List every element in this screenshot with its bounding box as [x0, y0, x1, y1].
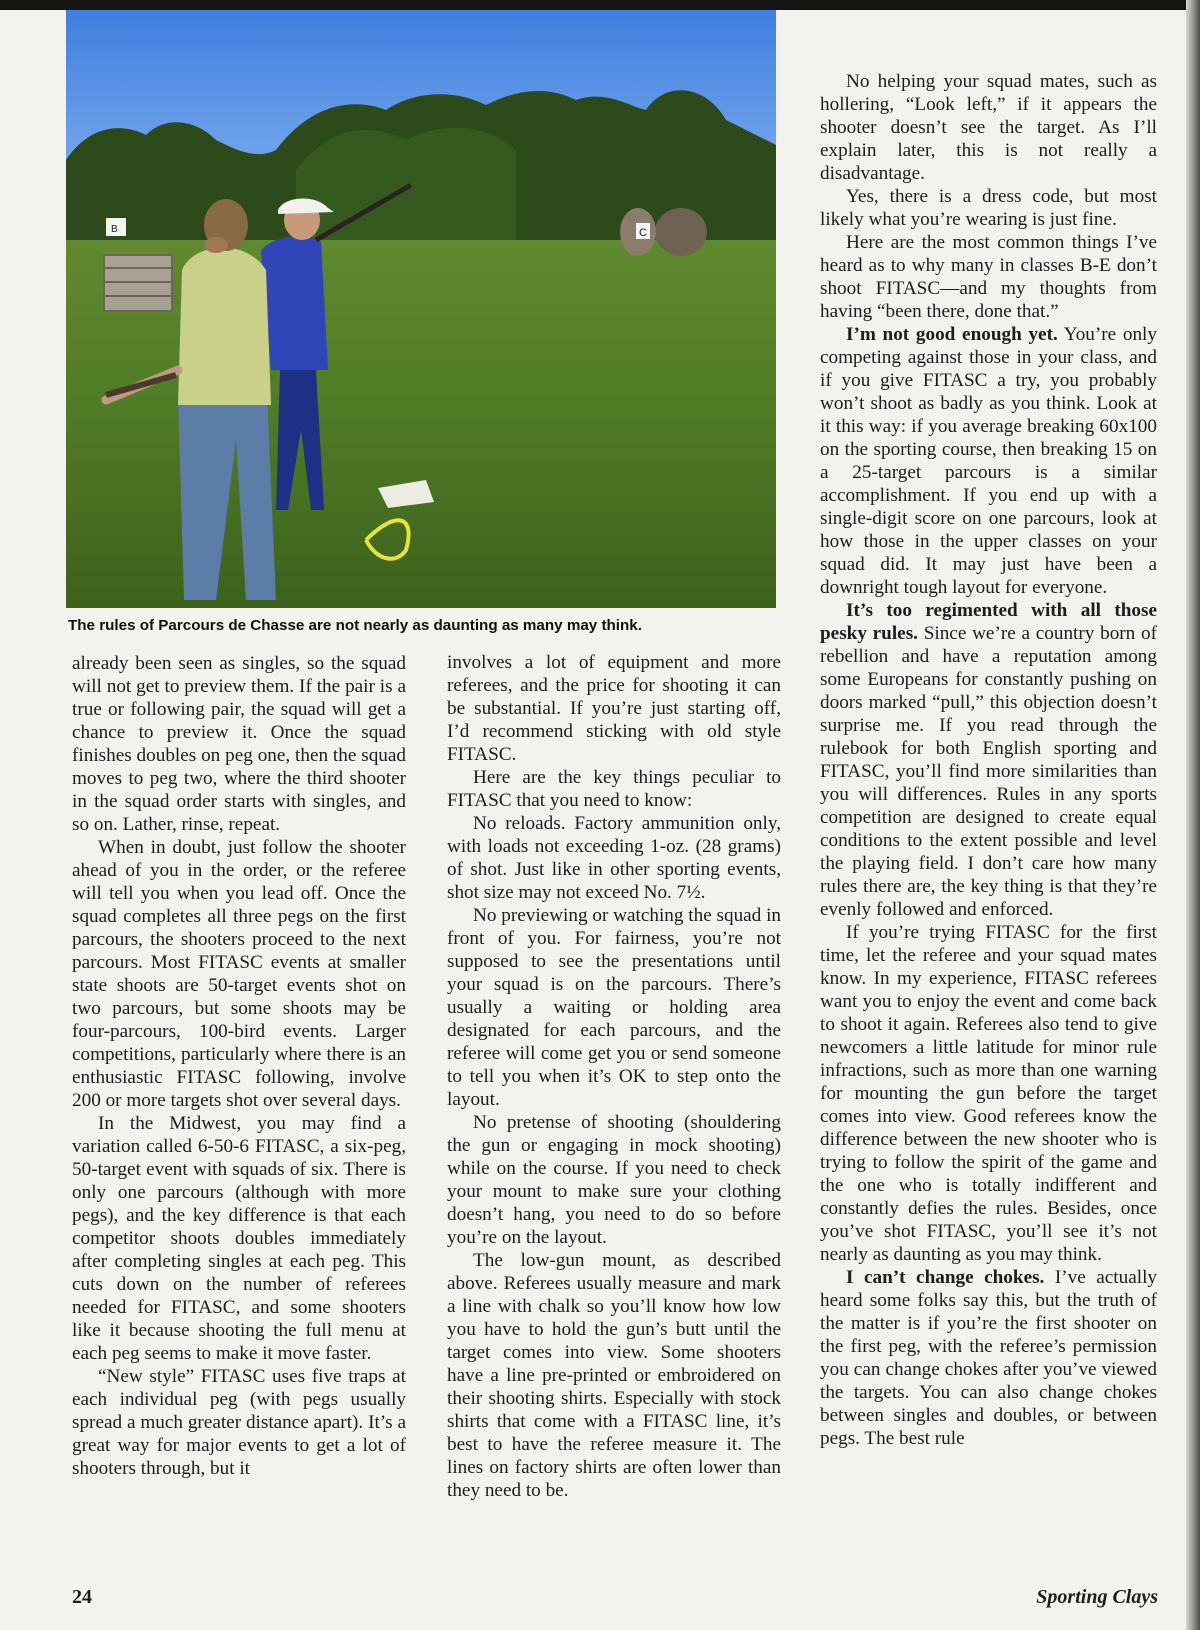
paragraph: If you’re trying FITASC for the first time, let the referee and your squad mates know. In my experience, FITASC referees want you to enjoy the event and come back to shoot it again. Referees also tend to give newcomers a little latitude for minor rule infractions, such as more than one warning for mounting the gun before the target comes into view. Good referees know the difference between the new shooter who is trying to follow the spirit of the game and the one who is totally indifferent and constantly defies the rules. Besides, once you’ve shot FITASC, you’ll see it’s not nearly as daunting as you may think.: [820, 922, 1157, 1265]
photo-caption: The rules of Parcours de Chasse are not nearly as daunting as many may think.: [68, 617, 642, 634]
paragraph-text: I’ve actually heard some folks say this, but the truth of the matter is if you’re the first shooter on the first peg, with the referee’s permission you can change chokes after you’ve viewed the targets. You can also change chokes between singles and doubles, or between pegs. The best rule: [820, 1267, 1157, 1449]
paragraph: Here are the most common things I’ve heard as to why many in classes B-E don’t shoot FITASC—and my thoughts from having “been there, done that.”: [820, 232, 1157, 322]
paragraph: Yes, there is a dress code, but most likely what you’re wearing is just fine.: [820, 186, 1157, 230]
page-gutter-shadow: [1186, 0, 1200, 1630]
paragraph: [820, 1266, 1157, 1450]
field-sign-left-letter: B: [111, 224, 118, 235]
paragraph: already been seen as singles, so the squad will not get to preview them. If the pair is a true or following pair, the squad will get a chance to preview it. Once the squad finishes doubles on peg one, then the squad moves to peg two, where the third shooter in the squad order starts with singles, and so on. Lather, rinse, repeat.: [72, 653, 406, 835]
top-border: [0, 0, 1200, 10]
article-column-a: [72, 652, 406, 1480]
paragraph: In the Midwest, you may find a variation called 6-50-6 FITASC, a six-peg, 50-target event with squads of six. There is only one parcours (although with more pegs), and the key difference is that each competitor shoots doubles immediately after completing singles at each peg. This cuts down on the number of referees needed for FITASC, and some shooters like it because shooting the full menu at each peg seems to make it move faster.: [72, 1113, 406, 1364]
paragraph: [820, 599, 1157, 921]
paragraph: No pretense of shooting (shouldering the gun or engaging in mock shooting) while on the course. If you need to check your mount to make sure your clothing doesn’t hang, you need to do so before you’re on the layout.: [447, 1112, 781, 1248]
paragraph: [820, 323, 1157, 599]
field-sign-right-letter: C: [639, 227, 647, 239]
paragraph: When in doubt, just follow the shooter ahead of you in the order, or the referee will tell you when you lead off. Once the squad completes all three pegs on the first parcours, the shooters proceed to the next parcours. Most FITASC events at smaller state shoots are 50-target events shot on two parcours, but some shoots may be four-parcours, 100-bird events. Larger competitions, particularly where there is an enthusiastic FITASC following, involve 200 or more targets shot over several days.: [72, 837, 406, 1111]
paragraph: No previewing or watching the squad in front of you. For fairness, you’re not supposed to see the presentations until your squad is on the parcours. There’s usually a waiting or holding area designated for each parcours, and the referee will come get you or send someone to tell you when it’s OK to step onto the layout.: [447, 905, 781, 1110]
paragraph-text: Since we’re a country born of rebellion and have a reputation among some Europeans for constantly pushing on doors marked “pull,” this objection doesn’t surprise me. If you read through the rulebook for both English sporting and FITASC, you’ll find more similarities than you will differences. Rules in any sports competition are designed to create equal conditions to the extent possible and level the playing field. I don’t care how many rules there are, the key thing is that they’re evenly followed and enforced.: [820, 623, 1157, 920]
article-column-b: [447, 651, 781, 1502]
paragraph: “New style” FITASC uses five traps at each individual peg (with pegs usually spread a much greater distance apart). It’s a great way for major events to get a lot of shooters through, but it: [72, 1366, 406, 1479]
paragraph: No reloads. Factory ammunition only, with loads not exceeding 1-oz. (28 grams) of shot. Just like in other sporting events, shot size may not exceed No. 7½.: [447, 813, 781, 903]
paragraph: Here are the key things peculiar to FITASC that you need to know:: [447, 767, 781, 811]
run-in-heading: It’s too regimented with all those pesky rules.: [820, 600, 1157, 644]
run-in-heading: I’m not good enough yet.: [846, 324, 1058, 345]
paragraph-text: You’re only competing against those in your class, and if you give FITASC a try, you probably won’t shoot as badly as you think. Look at it this way: if you average breaking 60x100 on the sporting course, then breaking 15 on a 25-target parcours is a similar accomplishment. If you end up with a single-digit score on one parcours, look at how those in the upper classes on your squad did. It may just have been a downright tough layout for everyone.: [820, 324, 1157, 598]
paragraph: involves a lot of equipment and more referees, and the price for shooting it can be substantial. If you’re just starting off, I’d recommend sticking with old style FITASC.: [447, 652, 781, 765]
article-column-c: [820, 70, 1157, 1450]
article-photo: [66, 10, 776, 608]
page-number: 24: [72, 1586, 92, 1608]
paragraph: The low-gun mount, as described above. Referees usually measure and mark a line with chalk so you’ll know how low you have to hold the gun’s butt until the target comes into view. Some shooters have a line pre-printed or embroidered on their shooting shirts. Especially with stock shirts that come with a FITASC line, it’s best to have the referee measure it. The lines on factory shirts are often lower than they need to be.: [447, 1250, 781, 1501]
publication-name: Sporting Clays: [1036, 1586, 1158, 1608]
run-in-heading: I can’t change chokes.: [846, 1267, 1045, 1288]
paragraph: No helping your squad mates, such as hollering, “Look left,” if it appears the shooter doesn’t see the target. As I’ll explain later, this is not really a disadvantage.: [820, 71, 1157, 184]
